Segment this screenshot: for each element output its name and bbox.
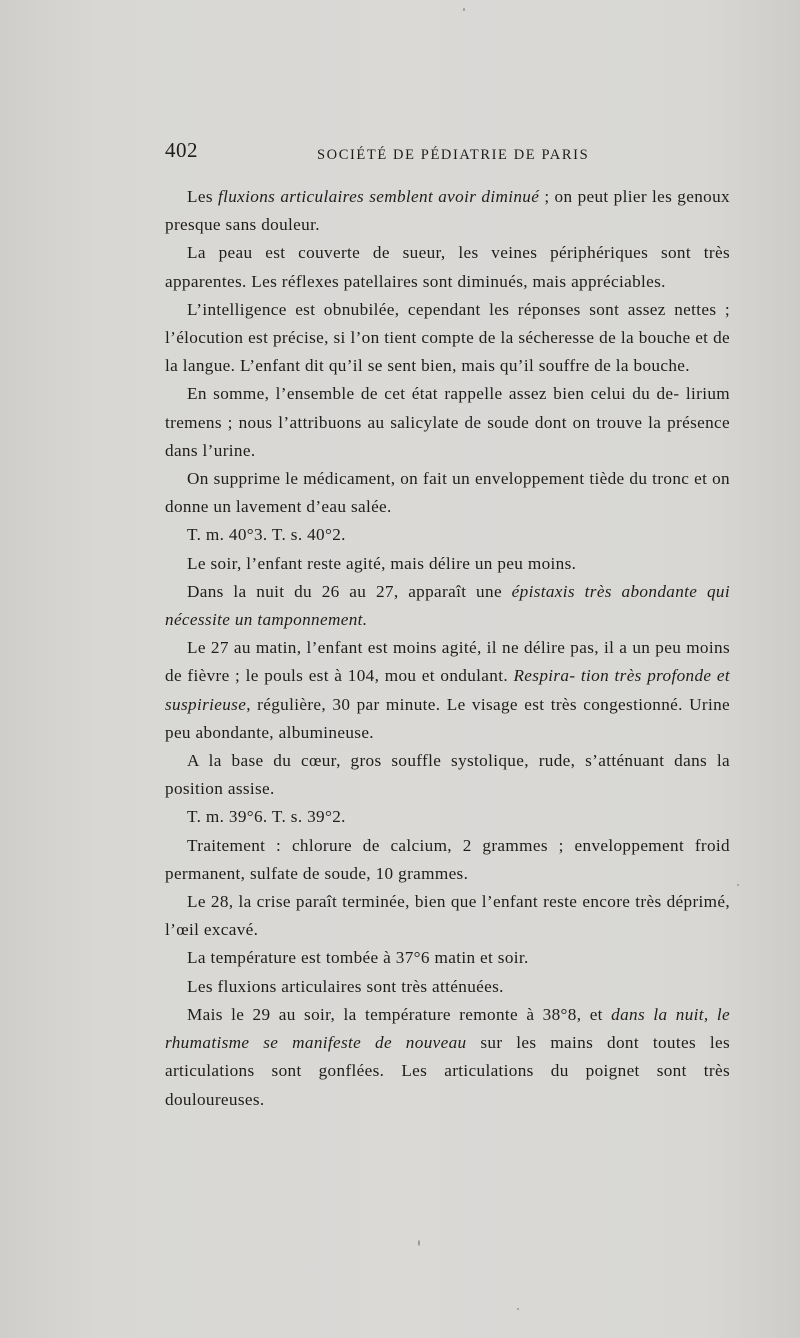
paragraph-10: A la base du cœur, gros souffle systolique, rude, s’atténuant dans la position assise. xyxy=(165,751,730,799)
paragraph-5: On supprime le médicament, on fait un enveloppement tiède du tronc et on donne un lavement d’eau salée. xyxy=(165,469,730,517)
paragraph-3: L’intelligence est obnubilée, cependant les réponses sont assez nettes ; l’élocution est précise, si l’on tient compte de la sécheresse de la bouche et de la langue. L’enfant dit qu’il se sent bien, mais qu’il souffre de la bouche. xyxy=(165,299,730,376)
paragraph-7: Le soir, l’enfant reste agité, mais délire un peu moins. xyxy=(187,553,577,573)
body-text xyxy=(165,183,730,1114)
paragraph-16: Mais le 29 au soir, la température remonte à 38°8, et dans la nuit, le rhumatisme se manifeste de nouveau sur les mains dont toutes les articulations sont gonflées. Les articulations du poignet sont très douloureuses. xyxy=(165,1004,731,1109)
paper-speck xyxy=(737,884,739,886)
paper-speck xyxy=(463,8,465,11)
paragraph-9: Le 27 au matin, l’enfant est moins agité, il ne délire pas, il a un peu moins de fièvre ; le pouls est à 104, mou et ondulant. Respira- tion très profonde et suspirieuse, régulière, 30 par minute. Le visage est très congestionné. Urine peu abondante, albumineuse. xyxy=(165,638,730,742)
running-title: SOCIÉTÉ DE PÉDIATRIE DE PARIS xyxy=(317,147,590,163)
page-header xyxy=(165,138,730,168)
paragraph-8: Dans la nuit du 26 au 27, apparaît une épistaxis très abondante qui nécessite un tamponnement. xyxy=(165,581,730,630)
paragraph-15: Les fluxions articulaires sont très atténuées. xyxy=(187,976,504,996)
paragraph-6: T. m. 40°3. T. s. 40°2. xyxy=(187,525,346,545)
paper-speck xyxy=(418,1240,420,1246)
paragraph-13: Le 28, la crise paraît terminée, bien que l’enfant reste encore très déprimé, l’œil excavé. xyxy=(165,892,730,940)
page-number: 402 xyxy=(165,138,198,162)
paragraph-2: La peau est couverte de sueur, les veines périphériques sont très apparentes. Les réflexes patellaires sont diminués, mais appréciables. xyxy=(165,243,730,291)
paper-speck xyxy=(517,1308,519,1310)
paragraph-1: Les fluxions articulaires semblent avoir diminué ; on peut plier les genoux presque sans douleur. xyxy=(165,187,730,235)
paragraph-11: T. m. 39°6. T. s. 39°2. xyxy=(187,807,346,827)
paragraph-4: En somme, l’ensemble de cet état rappelle assez bien celui du de- lirium tremens ; nous l’attribuons au salicylate de soude dont on trouve la présence dans l’urine. xyxy=(165,384,730,460)
paragraph-12: Traitement : chlorure de calcium, 2 grammes ; enveloppement froid permanent, sulfate de soude, 10 grammes. xyxy=(165,835,730,883)
paragraph-14: La température est tombée à 37°6 matin et soir. xyxy=(187,948,529,968)
